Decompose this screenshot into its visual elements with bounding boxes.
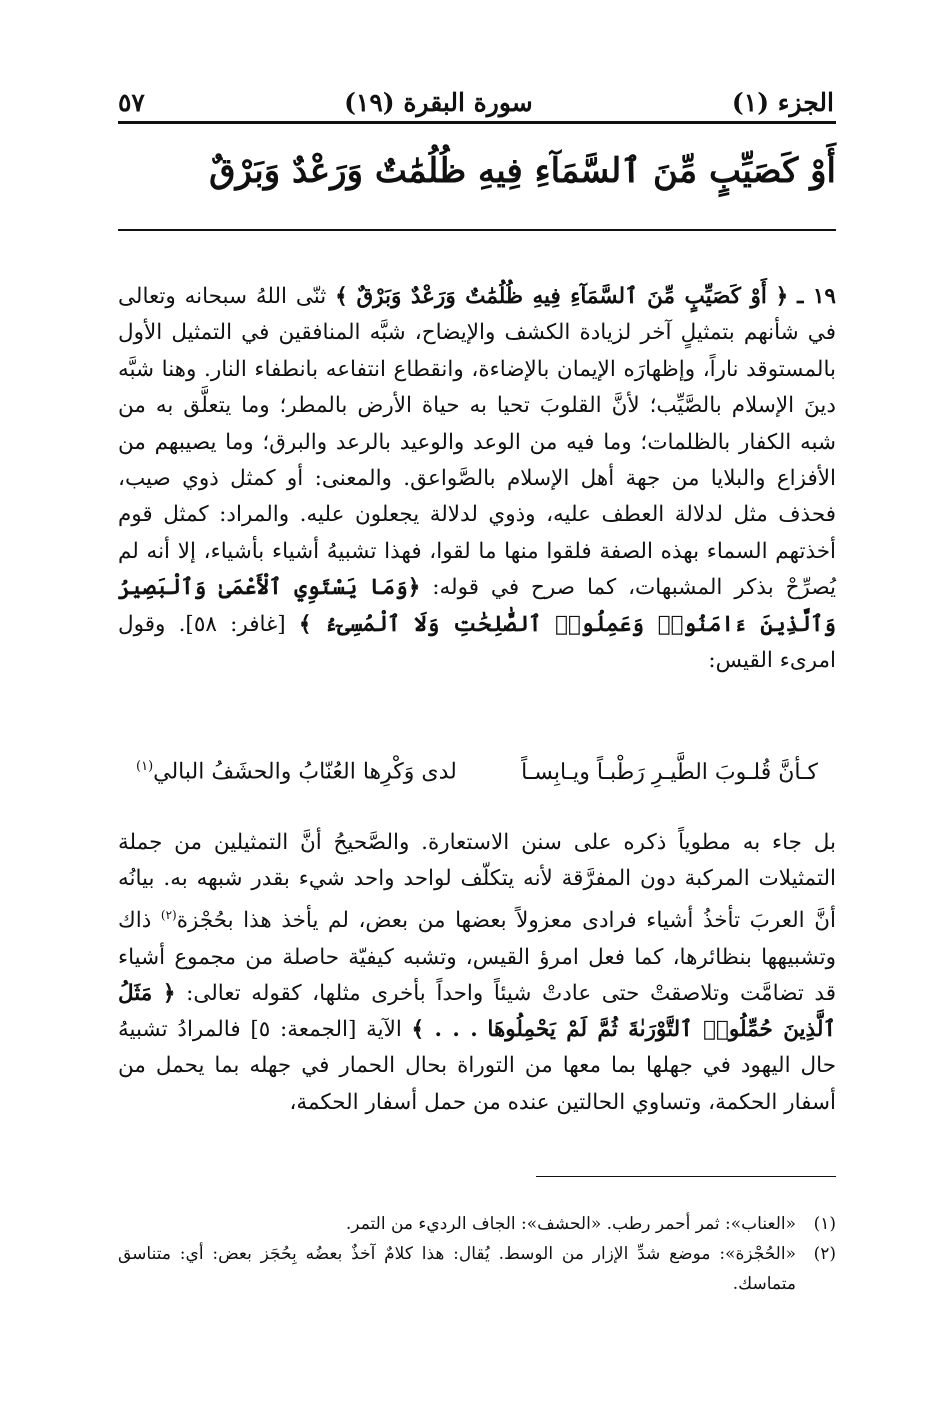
page-header <box>118 84 834 120</box>
footnote-text: «العناب»: ثمر أحمر رطب. «الحشف»: الجاف الرديء من التمر. <box>345 1214 796 1234</box>
verse-heading: أَوْ كَصَيِّبٍ مِّنَ ٱلسَّمَآءِ فِيهِ ظُلُمَٰتٌ وَرَعْدٌ وَبَرْقٌ <box>209 151 836 191</box>
footnote-reference: (١) <box>136 759 154 775</box>
footnote-text: «الحُجْزة»: موضع شدِّ الإزار من الوسط. يُقال: هذا كلامٌ آخذٌ بعضُه بِحُجَز بعض: أي: متناسق متماسك. <box>118 1244 796 1294</box>
verse-divider <box>118 229 836 231</box>
commentary-text: وقول امرىء القيس: <box>118 611 836 674</box>
surah-reference: [غافر: ٥٨]. <box>178 611 286 637</box>
footnote-1 <box>118 1209 836 1239</box>
poem-hemistich-1: كـأنَّ قُلـوبَ الطَّيـرِ رَطْبـاً ويـابِسـاً <box>521 759 818 785</box>
footnote-reference: (٢) <box>160 908 177 923</box>
commentary-text: فالمرادُ تشبيهُ حال اليهود في جهلها بما معها من التوراة بحال الحمار في جهله بما يحمل من أسفار الحكمة، وتساوي الحالتين عنده من حمل أسفار الحكمة، <box>118 1017 836 1115</box>
footnotes <box>118 1209 836 1299</box>
quran-quote: وَمَا يَسْتَوِي ٱلْأَعْمَىٰ وَٱلْبَصِيرُ وَٱلَّذِينَ ءَامَنُوا۟ وَعَمِلُوا۟ ٱلصَّٰلِحَٰتِ وَلَا ٱلْمُسِىٓءُ <box>118 575 836 637</box>
poem-verse <box>118 752 836 792</box>
quran-bracket-open: ﴿ <box>162 980 176 1006</box>
poem-hemistich-2: لدى وَكْرِها العُنّابُ والحشَفُ البالي$^{(١)}$ <box>136 759 457 785</box>
commentary-text: ثنّى اللهُ سبحانه وتعالى في شأنهم بتمثيلٍ آخر لزيادة الكشف والإيضاح، شبَّه المنافقين في التمثيل الأول بالمستوقد ناراً، وإظهارَه الإيمان بالإضاءة، وانقطاع انتفاعه بانطفاء النار. وهنا شبَّه دينَ الإسلام بالصَّيِّب؛ لأنَّ القلوبَ تحيا به حياة الأرض بالمطر؛ وما يتعلَّق به من شبه الكفار بالظلمات؛ وما فيه من الوعد والوعيد بالرعد والبرق؛ وما يصيبهم من الأفزاع والبلايا من جهة أهل الإسلام بالصَّواعق. والمعنى: أو كمثل ذوي صيب، فحذف مثل لدلالة العطف عليه، وذوي لدلالة يجعلون عليه. والمراد: كمثل قوم أخذتهم السماء بهذه الصفة فلقوا منها ما لقوا، فهذا تشبيهُ أشياء بأشياء، إلا أنه لم يُصرِّحْ بذكر المشبهات، كما صرح في قوله: <box>118 284 836 601</box>
quran-bracket-close: . . . ﴾ <box>411 1017 478 1043</box>
quran-bracket-close: ﴾ <box>298 611 312 637</box>
quran-bracket-open: ﴿ <box>407 575 421 601</box>
commentary-text: ذاك وتشبيهها بنظائرها، كما فعل امرؤ القيس، وتشبه كيفيّة حاصلة من مجموع أشياء قد تضامَّت وتلاصقتْ حتى عادتْ شيئاً واحداً بأخرى مثلها، كقوله تعالى: <box>118 908 837 1006</box>
footnote-number: (٢) <box>813 1244 836 1264</box>
commentary-text: بل جاء به مطوياً ذكره على سنن الاستعارة. والصَّحيحُ أنَّ التمثيلين من جملة التمثيلات المركبة دون المفرَّقة لأنه يتكلّف لواحد واحد شيء بقدر شبهه به. بيانُه أنَّ العربَ تأخذُ أشياء فرادى معزولاً بعضها من بعض، لم يأخذ هذا بحُجْزة <box>118 830 836 934</box>
footnote-divider <box>536 1176 836 1177</box>
verse-number: ١٩ ـ <box>797 284 836 309</box>
footnote-2 <box>118 1239 836 1299</box>
quran-bracket-open: ﴿ <box>775 284 789 309</box>
quran-quote: مَثَلُ ٱلَّذِينَ حُمِّلُوا۟ ٱلتَّوْرَىٰةَ ثُمَّ لَمْ يَحْمِلُوهَا <box>118 980 836 1043</box>
commentary-paragraph-1 <box>118 279 836 679</box>
part-label: الجزء (١) <box>731 87 834 117</box>
quran-bracket-close: ﴾ <box>335 284 348 309</box>
commentary-paragraph-2 <box>118 825 836 1121</box>
page-number: ٥٧ <box>118 87 145 117</box>
header-divider <box>118 121 836 124</box>
surah-label: سورة البقرة (١٩) <box>344 87 533 117</box>
footnote-number: (١) <box>813 1214 836 1234</box>
verse-quote: أَوْ كَصَيِّبٍ مِّنَ ٱلسَّمَآءِ فِيهِ ظُلُمَٰتٌ وَرَعْدٌ وَبَرْقٌ <box>356 284 767 309</box>
surah-reference: الآية [الجمعة: ٥] <box>250 1017 402 1043</box>
